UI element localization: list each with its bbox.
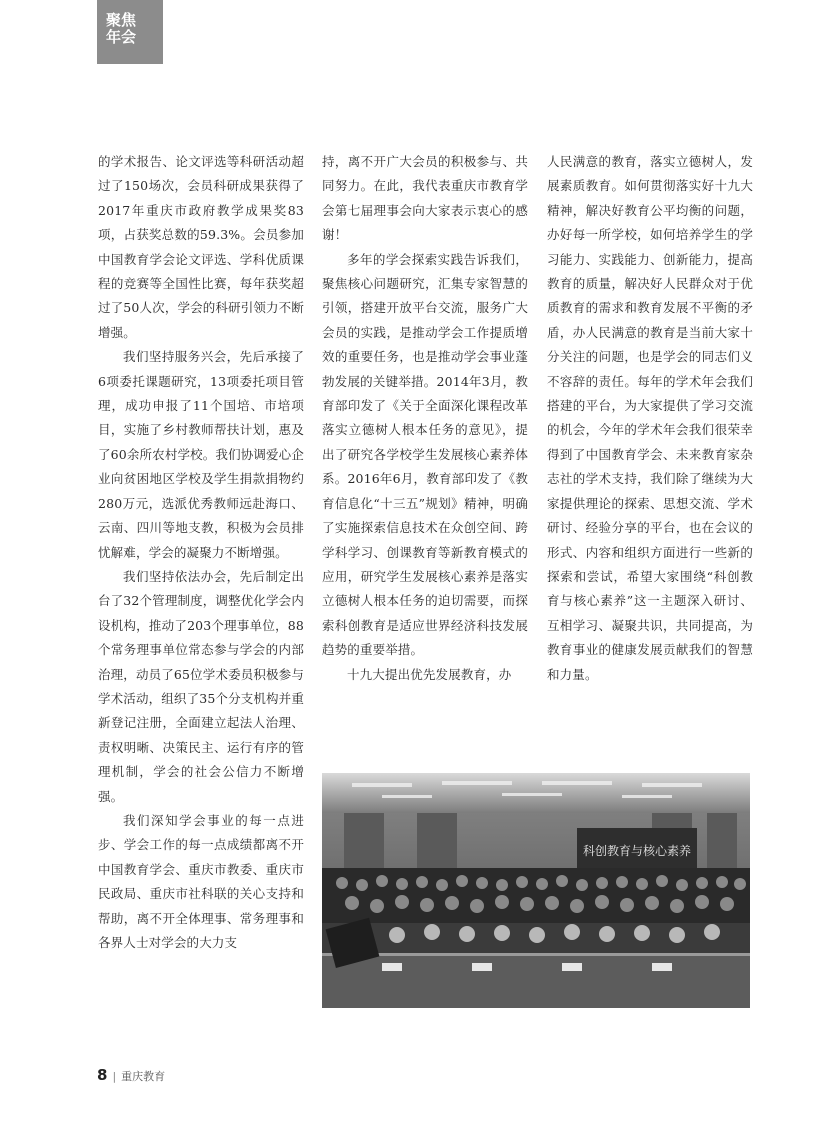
- paragraph: 十九大提出优先发展教育，办: [347, 666, 512, 682]
- section-tag-line2: 年会: [106, 28, 137, 46]
- stage-banner-text: 科创教育与核心素养: [582, 844, 692, 858]
- section-tag-line1: 聚焦: [106, 11, 137, 29]
- section-tag: [97, 0, 163, 64]
- paragraph: 人民满意的教育，落实立德树人，发展素质教育。如何贯彻落实好十九大精神，解决好教育公平均衡的问题，办好每一所学校，如何培养学生的学习能力、实践能力、创新能力，提高教育的质量，解决好人民群众对于优质教育的需求和教育发展不平衡的矛盾，办人民满意的教育是当前大家十分关注的问题，也是学会的同志们义不容辞的责任。每年的学术年会我们搭建的平台，为大家提供了学习交流的机会，今年的学术年会我们很荣幸得到了中国教育学会、未来教育家杂志社的学术支持，我们除了继续为大家提供理论的探索、思想交流、学术研讨、经验分享的平台，也在会议的形式、内容和组织方面进行一些新的探索和尝试，希望大家围绕“科创教育与核心素养”这一主题深入研讨、互相学习、凝聚共识，共同提高，为教育事业的健康发展贡献我们的智慧和力量。: [547, 154, 753, 682]
- article-column-3: [547, 150, 753, 687]
- conference-photo: [322, 773, 750, 1008]
- paragraph: 持，离不开广大会员的积极参与、共同努力。在此，我代表重庆市教育学会第七届理事会向大家表示衷心的感谢！: [322, 154, 528, 243]
- paragraph: 多年的学会探索实践告诉我们，聚焦核心问题研究，汇集专家智慧的引领，搭建开放平台交流，服务广大会员的实践，是推动学会工作提质增效的重要任务，也是推动学会事业蓬勃发展的关键举措。2014年3月，教育部印发了《关于全面深化课程改革 落实立德树人根本任务的意见》，提出了研究各学校学生发展核心素养体系。2016年6月，教育部印发了《教育信息化“十三五”规划》精神，明确了实施探索信息技术在众创空间、跨学科学习、创课教育等新教育模式的应用，研究学生发展核心素养是落实立德树人根本任务的迫切需要，而探索科创教育是适应世界经济科技发展趋势的重要举措。: [322, 251, 528, 658]
- page-number: 8: [97, 1066, 108, 1084]
- paragraph: 我们坚持依法办会，先后制定出台了32个管理制度，调整优化学会内设机构，推动了203个理事单位，88个常务理事单位常态参与学会的内部治理，动员了65位学术委员积极参与学术活动，组织了35个分支机构并重新登记注册，全面建立起法人治理、责权明晰、决策民主、运行有序的管理机制，学会的社会公信力不断增强。: [98, 568, 304, 804]
- paragraph: 的学术报告、论文评选等科研活动超过了150场次，会员科研成果获得了2017年重庆市政府教学成果奖83项，占获奖总数的59.3%。会员参加中国教育学会论文评选、学科优质课程的竞赛等全国性比赛，每年获奖超过了50人次，学会的科研引领力不断增强。: [98, 154, 304, 340]
- paragraph: 我们坚持服务兴会，先后承接了6项委托课题研究，13项委托项目管理，成功申报了11个国培、市培项目，实施了乡村教师帮扶计划，惠及了60余所农村学校。我们协调爱心企业向贫困地区学校及学生捐款捐物约280万元，选派优秀教师远赴海口、云南、四川等地支教，积极为会员排忧解难，学会的凝聚力不断增强。: [98, 349, 304, 560]
- page-footer: [97, 1066, 165, 1084]
- footer-separator: |: [112, 1070, 117, 1083]
- article-column-2: [322, 150, 528, 687]
- paragraph: 我们深知学会事业的每一点进步、学会工作的每一点成绩都离不开中国教育学会、重庆市教委、重庆市民政局、重庆市社科联的关心支持和帮助，离不开全体理事、常务理事和各界人士对学会的大力支: [98, 812, 304, 950]
- publication-name: 重庆教育: [121, 1070, 166, 1083]
- article-column-1: [98, 150, 304, 955]
